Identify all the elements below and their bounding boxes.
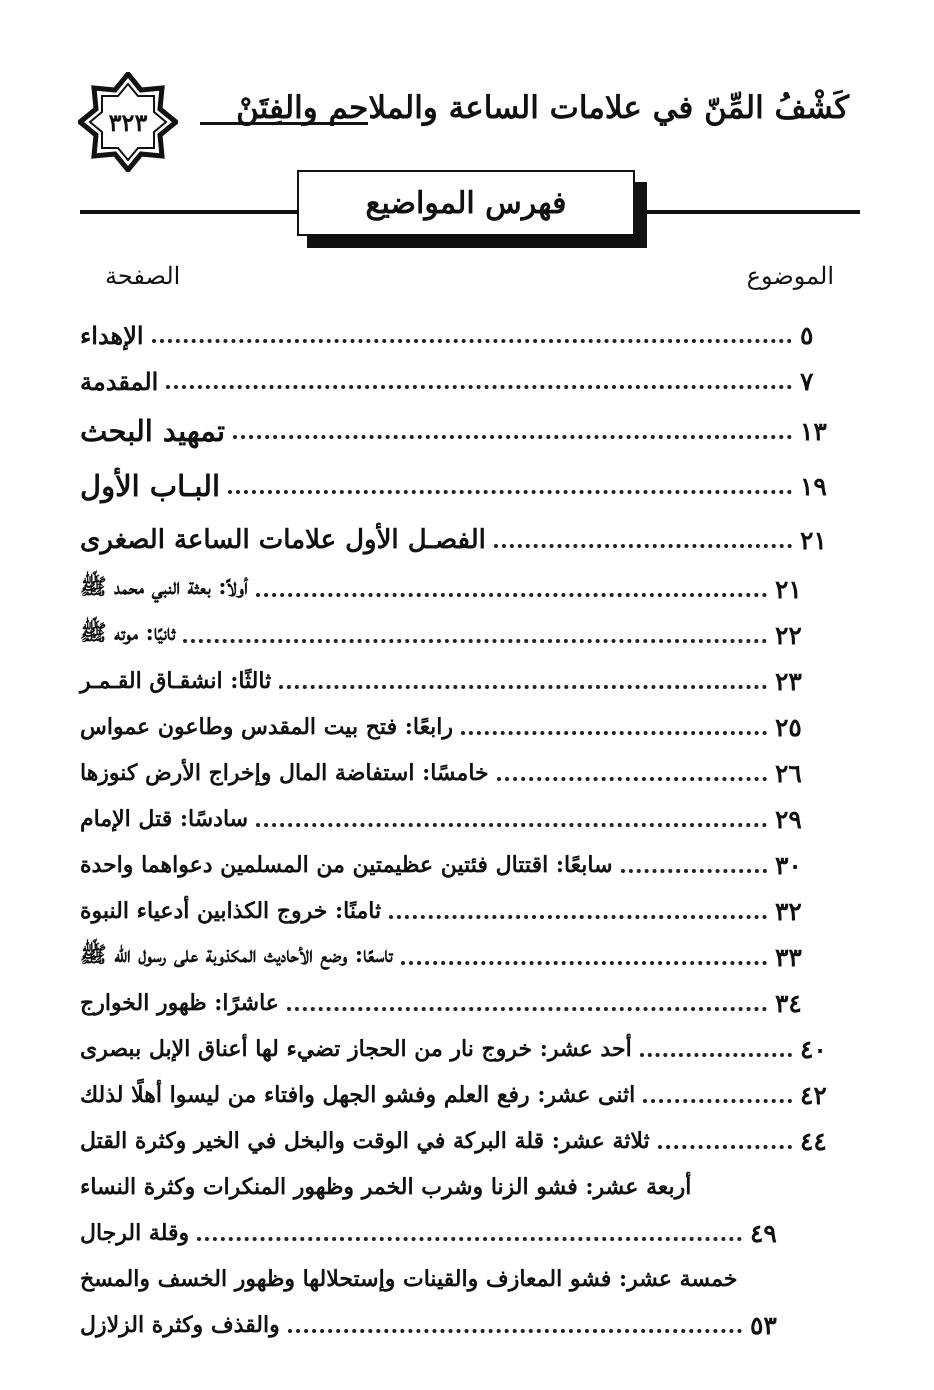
leader-dots (288, 1329, 742, 1333)
page-column-label: الصفحة (105, 262, 181, 290)
leader-dots (228, 490, 792, 494)
toc-entry-label: ثالثًا: انشقـاق القـمـر (80, 668, 272, 694)
toc-row[interactable] (80, 514, 860, 566)
toc-row[interactable] (80, 404, 860, 458)
toc-entry-page: ٢٥ (775, 712, 802, 742)
toc-entry-page: ٣٣ (775, 942, 802, 972)
toc-entry-label: تاسعًا: وضع الأحاديث المكذوبة على رسول الله ﷺ (80, 942, 393, 968)
leader-dots (643, 1099, 792, 1103)
leader-dots (401, 961, 767, 965)
leader-dots (621, 869, 767, 873)
toc-entry-label: سابعًا: اقتتال فئتين عظيمتين من المسلمين دعواهما واحدة (80, 852, 613, 878)
toc-entry-label: اثنى عشر: رفع العلم وفشو الجهل وافتاء من ليسوا أهلًا لذلك (80, 1082, 636, 1108)
toc-entry-label: سادسًا: قتل الإمام (80, 806, 249, 832)
toc-row[interactable] (80, 566, 860, 612)
toc-row[interactable] (80, 1210, 860, 1256)
toc-entry-page: ٣٤ (775, 988, 802, 1018)
toc-entry-label: المقدمة (80, 366, 159, 396)
page-number: ٣٢٣ (108, 108, 148, 137)
toc-entry-label: ثانيًا: موته ﷺ (80, 620, 176, 646)
toc-entry-label: ثامنًا: خروج الكذابين أدعياء النبوة (80, 898, 382, 924)
toc-entry-label: البـاب الأول (80, 469, 221, 503)
toc-row[interactable] (80, 888, 860, 934)
index-title-box (297, 170, 637, 242)
toc-row[interactable] (80, 934, 860, 980)
toc-row[interactable] (80, 458, 860, 514)
toc-entry-label: وقلة الرجال (80, 1220, 190, 1246)
toc-row[interactable] (80, 658, 860, 704)
toc-row[interactable] (80, 1302, 860, 1348)
toc-row[interactable] (80, 704, 860, 750)
leader-dots (256, 593, 767, 597)
toc-entry-label: الفصـل الأول علامات الساعة الصغرى (80, 525, 486, 555)
toc-entry-page: ٥ (800, 320, 814, 350)
toc-entry-label: خمسة عشر: فشو المعازف والقينات وإستحلالها وظهور الخسف والمسخ (80, 1266, 738, 1292)
toc-entry-page: ٢١ (775, 574, 802, 604)
toc-entry-page: ١٩ (800, 471, 827, 501)
toc-entry-label: خامسًا: استفاضة المال وإخراج الأرض كنوزها (80, 760, 489, 786)
toc-entry-label: أربعة عشر: فشو الزنا وشرب الخمر وظهور المنكرات وكثرة النساء (80, 1174, 692, 1200)
toc-row[interactable] (80, 312, 860, 358)
toc-row[interactable] (80, 842, 860, 888)
table-of-contents (80, 312, 860, 1348)
toc-entry-page: ٣٢ (775, 896, 802, 926)
toc-entry-label: تمهيد البحث (80, 414, 226, 448)
toc-row[interactable] (80, 980, 860, 1026)
toc-entry-page: ٤٠ (800, 1034, 827, 1064)
leader-dots (256, 823, 767, 827)
toc-entry-label: رابعًا: فتح بيت المقدس وطاعون عمواس (80, 714, 454, 740)
leader-dots (183, 639, 767, 643)
page-header (0, 60, 934, 160)
toc-entry-label: والقذف وكثرة الزلازل (80, 1312, 280, 1338)
toc-row[interactable] (80, 1072, 860, 1118)
toc-row[interactable] (80, 1026, 860, 1072)
toc-entry-page: ٥٣ (750, 1310, 777, 1340)
toc-entry-page: ٢٣ (775, 666, 802, 696)
toc-entry-page: ٢٦ (775, 758, 802, 788)
leader-dots (461, 731, 767, 735)
toc-entry-page: ٧ (800, 366, 814, 396)
toc-entry-label: أولاً: بعثة النبي محمد ﷺ (80, 574, 248, 600)
page-number-badge (78, 72, 178, 172)
leader-dots (287, 1007, 767, 1011)
toc-entry-page: ٤٢ (800, 1080, 827, 1110)
leader-dots (197, 1237, 742, 1241)
leader-dots (152, 339, 792, 343)
leader-dots (389, 915, 767, 919)
toc-entry-page: ٣٠ (775, 850, 802, 880)
leader-dots (494, 544, 792, 548)
toc-entry-page: ٤٩ (750, 1218, 777, 1248)
leader-dots (233, 435, 792, 439)
toc-row[interactable] (80, 1164, 860, 1210)
toc-entry-label: ثلاثة عشر: قلة البركة في الوقت والبخل في الخير وكثرة القتل (80, 1128, 650, 1154)
toc-row[interactable] (80, 1256, 860, 1302)
leader-dots (658, 1145, 792, 1149)
toc-entry-label: أحد عشر: خروج نار من الحجاز تضيء لها أعناق الإبل ببصرى (80, 1036, 632, 1062)
toc-row[interactable] (80, 1118, 860, 1164)
toc-row[interactable] (80, 796, 860, 842)
index-title: فهرس المواضيع (297, 170, 635, 236)
topic-column-label: الموضوع (746, 262, 834, 290)
leader-dots (640, 1053, 792, 1057)
toc-row[interactable] (80, 358, 860, 404)
toc-entry-page: ٤٤ (800, 1126, 827, 1156)
toc-entry-page: ٢٩ (775, 804, 802, 834)
header-dash-line (200, 122, 368, 125)
leader-dots (166, 385, 792, 389)
book-title: كَشْفُ المِّنّ في علامات الساعة والملاحم والفِتَنْ (236, 90, 849, 126)
toc-entry-label: الإهداء (80, 320, 144, 350)
toc-entry-page: ٢٢ (775, 620, 802, 650)
toc-row[interactable] (80, 750, 860, 796)
toc-entry-page: ٢١ (800, 525, 827, 555)
toc-entry-page: ١٣ (800, 416, 827, 446)
toc-row[interactable] (80, 612, 860, 658)
leader-dots (279, 685, 767, 689)
leader-dots (497, 777, 767, 781)
toc-entry-label: عاشرًا: ظهور الخوارج (80, 990, 279, 1016)
